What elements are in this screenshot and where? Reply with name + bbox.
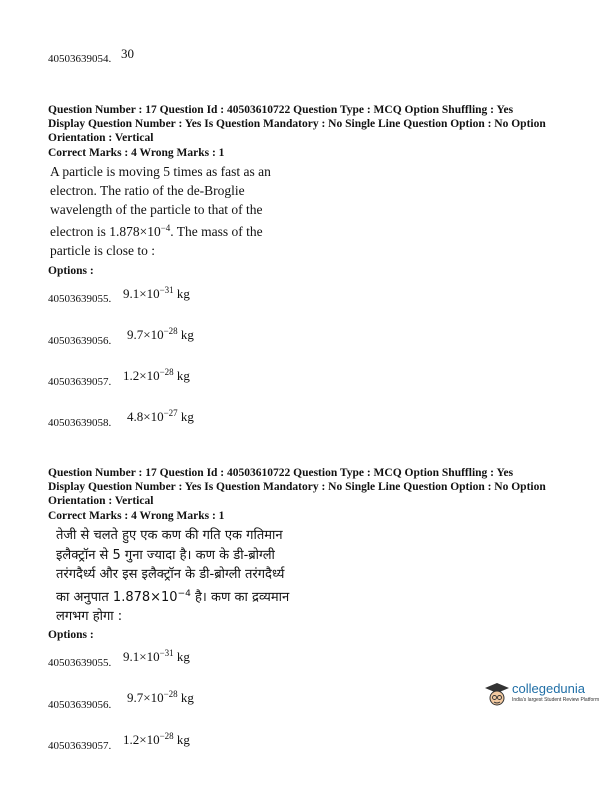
logo-name: collegedunia xyxy=(512,681,586,696)
option-id: 40503639056. xyxy=(48,335,112,347)
option-id: 40503639058. xyxy=(48,417,112,429)
option-value: $1.2\times 10^{-28}$ kg xyxy=(123,367,190,383)
question-line: particle is close to : xyxy=(50,243,155,258)
collegedunia-logo xyxy=(484,681,600,711)
question-line: wavelength of the particle to that of the xyxy=(50,202,263,217)
option-value: 30 xyxy=(121,46,134,61)
option-value: $4.8\times 10^{-27}$ kg xyxy=(127,408,194,424)
question-line: तेजी से चलते हुए एक कण की गति एक गतिमान xyxy=(56,528,283,543)
options-label: Options : xyxy=(48,629,94,641)
question-line: electron. The ratio of the de-Broglie xyxy=(50,183,245,198)
option-id: 40503639057. xyxy=(48,740,112,752)
question-line: तरंगदैर्ध्य और इस इलैक्ट्रॉन के डी-ब्रोग्ली तरंगदैर्ध्य xyxy=(56,567,285,582)
marks-line: Correct Marks : 4 Wrong Marks : 1 xyxy=(48,147,225,159)
option-id: 40503639057. xyxy=(48,376,112,388)
option-value: $9.7\times 10^{-28}$ kg xyxy=(127,326,194,342)
graduate-icon xyxy=(484,681,510,709)
marks-line: Correct Marks : 4 Wrong Marks : 1 xyxy=(48,510,225,522)
question-line: लगभग होगा : xyxy=(56,609,123,624)
question-line xyxy=(50,219,300,241)
options-label: Options : xyxy=(48,265,94,277)
option-id: 40503639056. xyxy=(48,699,112,711)
question-text xyxy=(50,162,300,260)
question-text xyxy=(56,526,356,627)
option-value: $9.1\times 10^{-31}$ kg xyxy=(123,285,190,301)
question-line: A particle is moving 5 times as fast as an xyxy=(50,164,271,179)
logo-tagline: India's largest Student Review Platform xyxy=(512,697,600,703)
meta-line: Question Number : 17 Question Id : 40503610722 Question Type : MCQ Option Shuffling : Yes xyxy=(48,104,514,116)
option-value: $9.7\times 10^{-28}$ kg xyxy=(127,689,194,705)
option-id: 40503639055. xyxy=(48,657,112,669)
option-id: 40503639055. xyxy=(48,293,112,305)
question-meta xyxy=(48,466,588,508)
meta-line: Display Question Number : Yes Is Question Mandatory : No Single Line Question Option : No Option xyxy=(48,481,546,493)
question-line: इलैक्ट्रॉन से 5 गुना ज्यादा है। कण के डी-ब्रोग्ली xyxy=(56,547,275,563)
question-line xyxy=(56,585,356,608)
meta-line: Orientation : Vertical xyxy=(48,132,154,144)
option-value: $9.1\times 10^{-31}$ kg xyxy=(123,648,190,664)
exponent: −4 xyxy=(160,223,171,233)
option-value: $1.2\times 10^{-28}$ kg xyxy=(123,731,190,747)
meta-line: Orientation : Vertical xyxy=(48,495,154,507)
option-id: 40503639054. xyxy=(48,53,112,65)
question-line-head: का अनुपात 1.878×10 xyxy=(56,589,178,605)
exponent: −4 xyxy=(177,588,191,599)
meta-line: Display Question Number : Yes Is Question Mandatory : No Single Line Question Option : No Option xyxy=(48,118,546,130)
question-line-tail: है। कण का द्रव्यमान xyxy=(190,589,290,605)
meta-line: Question Number : 17 Question Id : 40503610722 Question Type : MCQ Option Shuffling : Yes xyxy=(48,467,514,479)
question-line-head: electron is 1.878×10 xyxy=(50,224,161,239)
question-meta xyxy=(48,103,588,145)
question-line-tail: . The mass of the xyxy=(170,224,263,239)
